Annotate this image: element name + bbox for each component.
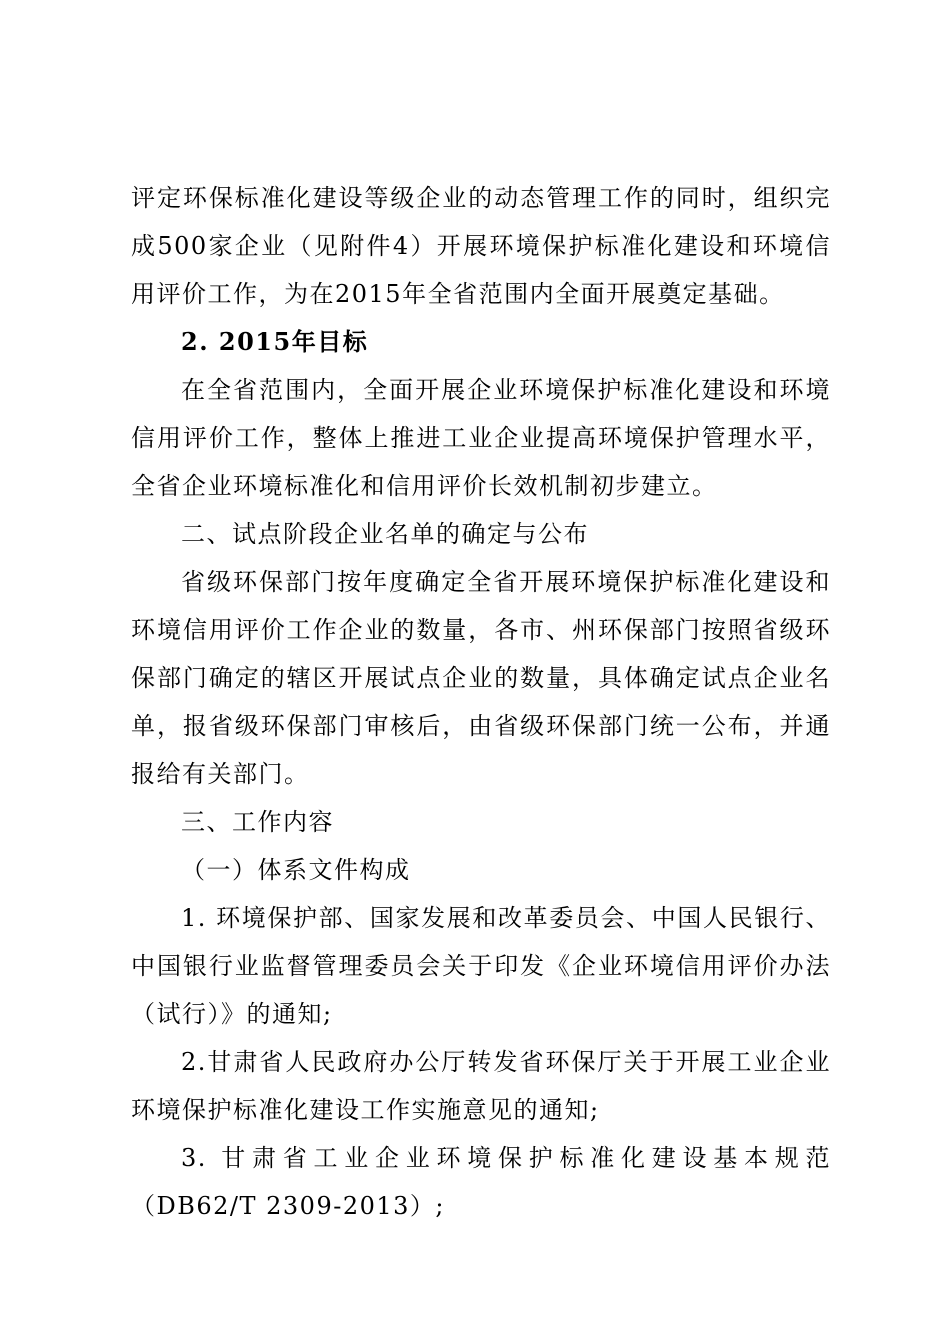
list-item-1: 1. 环境保护部、国家发展和改革委员会、中国人民银行、中国银行业监督管理委员会关于印发《企业环境信用评价办法（试行）》的通知; [131,904,831,1028]
paragraph-section-two: 省级环保部门按年度确定全省开展环境保护标准化建设和环境信用评价工作企业的数量，各市、州环保部门按照省级环保部门确定的辖区开展试点企业的数量，具体确定试点企业名单，报省级环保部门审核后，由省级环保部门统一公布，并通报给有关部门。 [131,568,831,788]
list-item-2: 2.甘肃省人民政府办公厅转发省环保厅关于开展工业企业环境保护标准化建设工作实施意见的通知; [131,1048,831,1124]
list-item-3: 3. 甘肃省工业企业环境保护标准化建设基本规范（DB62/T 2309-2013）; [131,1144,831,1220]
heading-subsection-one: （一）体系文件构成 [181,856,411,884]
heading-section-three: 三、工作内容 [181,808,334,836]
document-body [131,174,831,1230]
heading-section-two: 二、试点阶段企业名单的确定与公布 [181,520,589,548]
heading-2015-goal: 2. 2015年目标 [181,327,369,356]
paragraph-continuation: 评定环保标准化建设等级企业的动态管理工作的同时，组织完成500家企业（见附件4）开展环境保护标准化建设和环境信用评价工作，为在2015年全省范围内全面开展奠定基础。 [131,184,831,308]
paragraph-2015-goal: 在全省范围内，全面开展企业环境保护标准化建设和环境信用评价工作，整体上推进工业企业提高环境保护管理水平，全省企业环境标准化和信用评价长效机制初步建立。 [131,376,831,500]
